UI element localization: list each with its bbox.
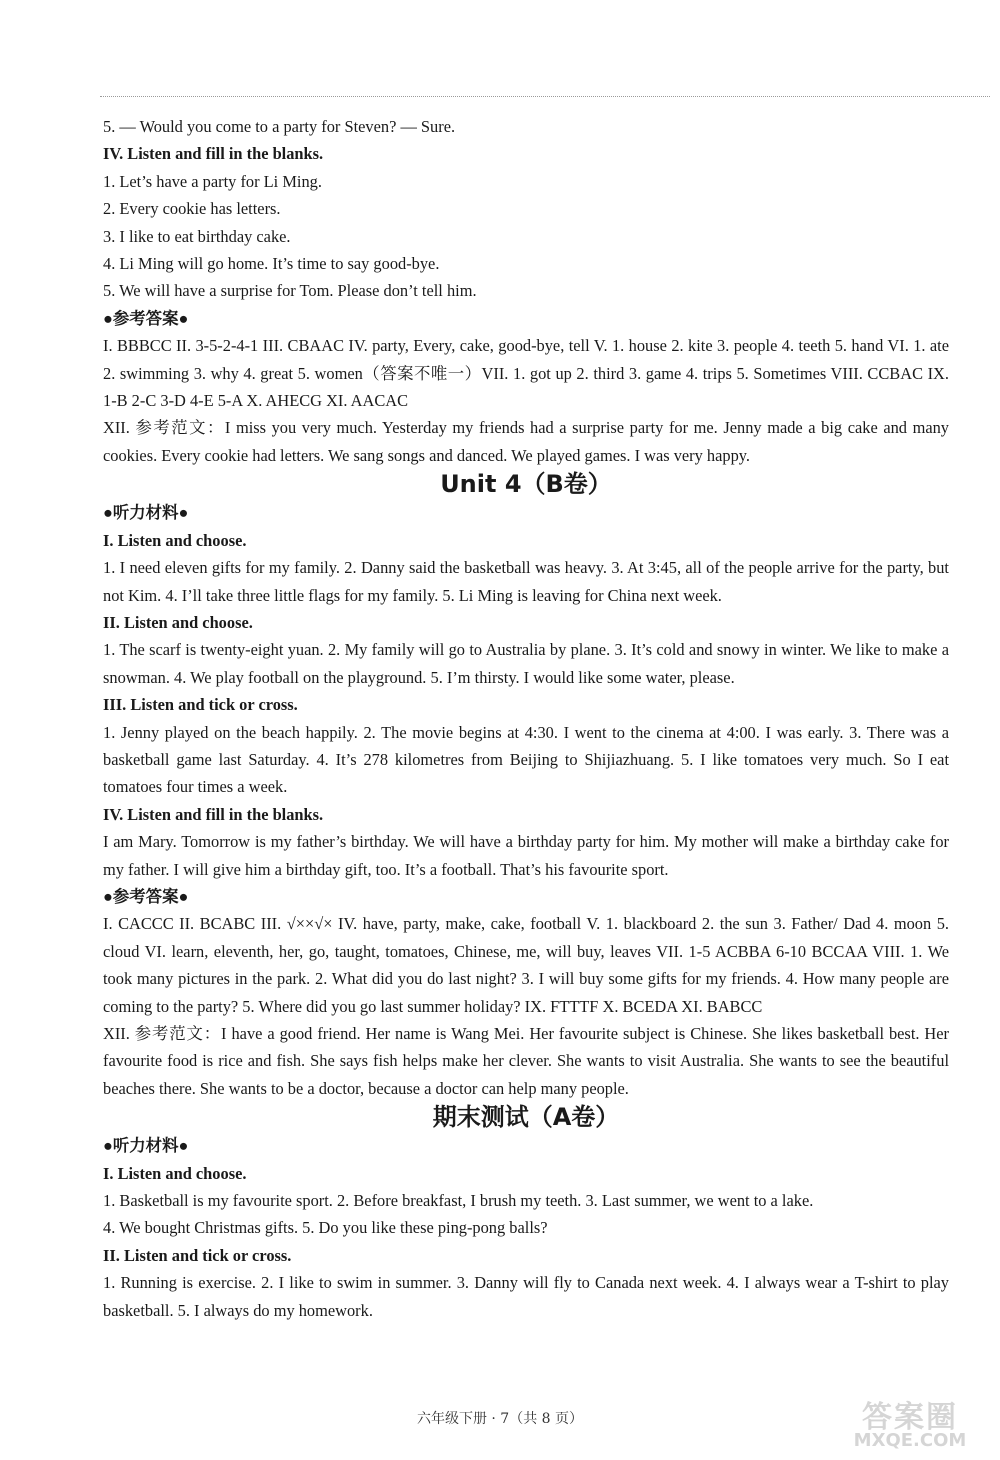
unit-title: Unit 4（B卷） xyxy=(440,470,612,499)
page-content xyxy=(103,113,949,1324)
list-item: 2. Every cookie has letters. xyxy=(103,199,281,219)
section-heading: II. Listen and choose. xyxy=(103,612,253,632)
watermark-logo xyxy=(830,1392,990,1454)
section-heading: II. Listen and tick or cross. xyxy=(103,1245,292,1265)
section-heading: I. Listen and choose. xyxy=(103,530,247,550)
listening-text: I am Mary. Tomorrow is my father’s birthday. We will have a birthday party for him. My mother will make a birthday cake for my father. I will give him a birthday gift, too. It’s a football. That’s his favourite sport. xyxy=(103,832,949,879)
text-line: 5. — Would you come to a party for Steven? — Sure. xyxy=(103,117,456,136)
list-item: 4. Li Ming will go home. It’s time to say good-bye. xyxy=(103,254,440,274)
page-footer: 六年级下册 · 7（共 8 页） xyxy=(416,1411,584,1427)
listening-label: ●听力材料● xyxy=(103,1136,189,1156)
sample-essay: XII. 参考范文：I miss you very much. Yesterday my friends had a surprise party for me. Jenny made a big cake and many cookies. Every cookie had letters. We sang songs and danced. We played games. I was very happy. xyxy=(103,418,949,465)
listening-text: 1. The scarf is twenty-eight yuan. 2. My family will go to Australia by plane. 3. It’s cold and snowy in winter. We like to make a snowman. 4. We play football on the playground. 5. I’m thirsty. I would like some water, please. xyxy=(103,640,949,687)
watermark-text: 答案圈 xyxy=(862,1400,958,1435)
listening-text: 1. I need eleven gifts for my family. 2. Danny said the basketball was heavy. 3. At 3:45, all of the people arrive for the party, but not Kim. 4. I’ll take three little flags for my family. 5. Li Ming is leaving for China next week. xyxy=(103,558,949,605)
list-item: 3. I like to eat birthday cake. xyxy=(103,226,291,246)
top-divider xyxy=(100,96,990,97)
listening-text: 4. We bought Christmas gifts. 5. Do you like these ping-pong balls? xyxy=(103,1218,548,1238)
exam-title: 期末测试（A卷） xyxy=(432,1103,620,1132)
list-item: 1. Let’s have a party for Li Ming. xyxy=(103,171,322,191)
answer-key: I. CACCC II. BCABC III. √××√× IV. have, party, make, cake, football V. 1. blackboard 2. the sun 3. Father/ Dad 4. moon 5. cloud VI. learn, eleventh, her, go, taught, tomatoes, Chinese, me, will buy, leaves VII. 1-5 ACBBA 6-10 BCCAA VIII. 1. We took many pictures in the park. 2. What did you do last night? 3. I will buy some gifts for my friends. 4. How many people are coming to the party? 5. Where did you go last summer holiday? IX. FTTTF X. BCEDA XI. BABCC xyxy=(103,914,949,1016)
listening-label: ●听力材料● xyxy=(103,503,189,523)
watermark-url: MXQE.COM xyxy=(853,1430,967,1451)
answer-key: I. BBBCC II. 3-5-2-4-1 III. CBAAC IV. party, Every, cake, good-bye, tell V. 1. house 2. kite 3. people 4. teeth 5. hand VI. 1. ate 2. swimming 3. why 4. great 5. women（答案不唯一）VII. 1. got up 2. third 3. game 4. trips 5. Sometimes VIII. CCBAC IX. 1-B 2-C 3-D 4-E 5-A X. AHECG XI. AACAC xyxy=(103,336,949,411)
section-heading: III. Listen and tick or cross. xyxy=(103,695,298,715)
section-heading: IV. Listen and fill in the blanks. xyxy=(103,144,324,164)
answers-label: ●参考答案● xyxy=(103,886,189,906)
list-item: 5. We will have a surprise for Tom. Please don’t tell him. xyxy=(103,281,477,301)
listening-text: 1. Basketball is my favourite sport. 2. Before breakfast, I brush my teeth. 3. Last summer, we went to a lake. xyxy=(103,1191,814,1211)
listening-text: 1. Running is exercise. 2. I like to swim in summer. 3. Danny will fly to Canada next week. 4. I always wear a T-shirt to play basketball. 5. I always do my homework. xyxy=(103,1273,949,1320)
section-heading: I. Listen and choose. xyxy=(103,1163,247,1183)
listening-text: 1. Jenny played on the beach happily. 2. The movie begins at 4:30. I went to the cinema at 4:00. I was early. 3. There was a basketball game last Saturday. 4. It’s 278 kilometres from Beijing to Shijiazhuang. 5. I like tomatoes very much. So I eat tomatoes four times a week. xyxy=(103,722,949,797)
sample-essay: XII. 参考范文：I have a good friend. Her name is Wang Mei. Her favourite subject is Chinese. She likes basketball best. Her favourite food is rice and fish. She says fish helps make her clever. She wants to visit Australia. She wants to see the beautiful beaches there. She wants to be a doctor, because a doctor can help many people. xyxy=(103,1024,949,1098)
answers-label: ●参考答案● xyxy=(103,308,189,328)
section-heading: IV. Listen and fill in the blanks. xyxy=(103,804,324,824)
